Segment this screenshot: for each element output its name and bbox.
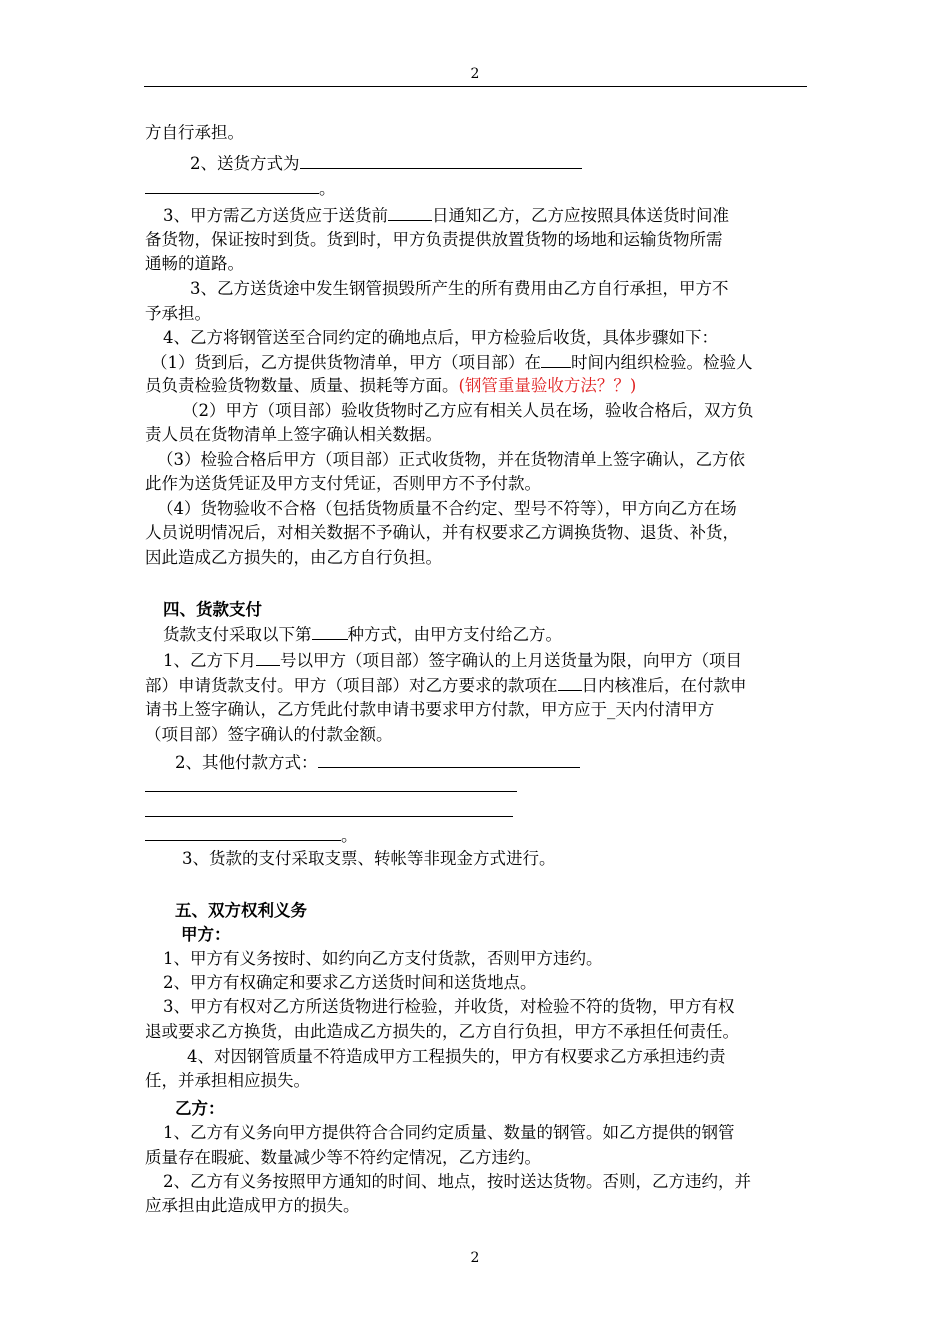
method-blank: [312, 622, 348, 640]
other-payment-line: [175, 750, 580, 775]
text-line: 因此造成乙方损失的，由乙方自行负担。: [145, 548, 442, 567]
text-line: 通畅的道路。: [145, 254, 244, 273]
period: 。: [341, 826, 358, 845]
text-line: 2、甲方有权确定和要求乙方送货时间和送货地点。: [163, 973, 537, 992]
time-blank: [541, 350, 571, 368]
other-payment-label: 2、其他付款方式：: [175, 753, 318, 772]
period: 。: [319, 179, 336, 198]
text-line: 此作为送货凭证及甲方支付凭证，否则甲方不予付款。: [145, 474, 541, 493]
delivery-method-blank-2: [145, 176, 319, 194]
text-line: [151, 350, 753, 375]
text-line: 退或要求乙方换货，由此造成乙方损失的，乙方自行负担，甲方不承担任何责任。: [145, 1022, 739, 1041]
text-line: （项目部）签字确认的付款金额。: [145, 725, 393, 744]
text-line: 1、甲方有义务按时、如约向乙方支付货款，否则甲方违约。: [163, 949, 603, 968]
text-line: 3、乙方送货途中发生钢管损毁所产生的所有费用由乙方自行承担，甲方不: [190, 279, 729, 298]
other-payment-blank-4: [145, 823, 341, 841]
text-segment: 日内核准后，在付款申: [581, 676, 747, 695]
delivery-method-line: [190, 151, 582, 176]
text-line: [163, 203, 729, 228]
text-line: 应承担由此造成甲方的损失。: [145, 1196, 360, 1215]
party-a-heading: 甲方：: [181, 925, 231, 944]
section-heading-rights: 五、双方权利义务: [175, 901, 307, 920]
text-segment: 种方式，由甲方支付给乙方。: [347, 625, 562, 644]
text-segment: 部）申请货款支付。甲方（项目部）对乙方要求的款项在: [145, 676, 558, 695]
text-line: 人员说明情况后，对相关数据不予确认，并有权要求乙方调换货物、退货、补货，: [145, 523, 739, 542]
header-page-number: 2: [470, 66, 480, 82]
text-segment: 3、甲方需乙方送货应于送货前: [163, 206, 388, 225]
days-blank: [388, 203, 432, 221]
text-segment: 号以甲方（项目部）签字确认的上月送货量为限，向甲方（项目: [280, 651, 742, 670]
footer-page-number: 2: [470, 1250, 480, 1266]
text-line: 1、乙方有义务向甲方提供符合合同约定质量、数量的钢管。如乙方提供的钢管: [163, 1123, 735, 1142]
text-segment: 货款支付采取以下第: [163, 625, 312, 644]
text-line: 4、乙方将钢管送至合同约定的确地点后，甲方检验后收货，具体步骤如下：: [163, 328, 718, 347]
text-line: 4、对因钢管质量不符造成甲方工程损失的，甲方有权要求乙方承担违约责: [187, 1047, 726, 1066]
text-segment: 1、乙方下月: [163, 651, 256, 670]
other-payment-blank-2: [145, 791, 517, 792]
text-line: 3、甲方有权对乙方所送货物进行检验，并收货，对检验不符的货物，甲方有权: [163, 997, 735, 1016]
text-line: （2）甲方（项目部）验收货物时乙方应有相关人员在场，验收合格后，双方负: [182, 401, 754, 420]
delivery-method-line-2: [145, 176, 336, 201]
text-line: [145, 374, 636, 398]
text-line: 予承担。: [145, 304, 211, 323]
text-segment: 员负责检验货物数量、质量、损耗等方面。: [145, 376, 459, 395]
text-segment: 日通知乙方，乙方应按照具体送货时间准: [432, 206, 729, 225]
text-line: 请书上签字确认，乙方凭此付款申请书要求甲方付款，甲方应于_天内付清甲方: [145, 700, 715, 719]
note-red: (钢管重量验收方法？？): [458, 376, 637, 395]
text-line: （3）检验合格后甲方（项目部）正式收货物，并在货物清单上签字确认，乙方依: [157, 450, 745, 469]
text-line: 3、货款的支付采取支票、转帐等非现金方式进行。: [182, 849, 556, 868]
text-line: 方自行承担。: [145, 123, 244, 142]
text-line: 责人员在货物清单上签字确认相关数据。: [145, 425, 442, 444]
text-segment: 时间内组织检验。检验人: [571, 353, 753, 372]
text-line: [163, 622, 562, 647]
text-line: 2、乙方有义务按照甲方通知的时间、地点，按时送达货物。否则，乙方违约，并: [163, 1172, 751, 1191]
other-payment-blank: [318, 750, 580, 768]
text-line: （4）货物验收不合格（包括货物质量不合约定、型号不符等），甲方向乙方在场: [157, 499, 737, 518]
text-line: [145, 673, 747, 698]
text-line: 备货物，保证按时到货。货到时，甲方负责提供放置货物的场地和运输货物所需: [145, 230, 723, 249]
delivery-method-blank: [300, 151, 582, 169]
header-rule: [144, 86, 807, 87]
date-blank: [256, 648, 280, 666]
delivery-method-label: 2、送货方式为: [190, 154, 300, 173]
text-line: 质量存在暇疵、数量减少等不符约定情况，乙方违约。: [145, 1148, 541, 1167]
text-line: 任，并承担相应损失。: [145, 1071, 310, 1090]
other-payment-line-4: [145, 823, 358, 848]
text-segment: （1）货到后，乙方提供货物清单，甲方（项目部）在: [151, 353, 541, 372]
party-b-heading: 乙方：: [175, 1099, 225, 1118]
section-heading-payment: 四、货款支付: [163, 600, 262, 619]
days-blank: [558, 673, 582, 691]
text-line: [163, 648, 742, 673]
other-payment-blank-3: [145, 816, 513, 817]
